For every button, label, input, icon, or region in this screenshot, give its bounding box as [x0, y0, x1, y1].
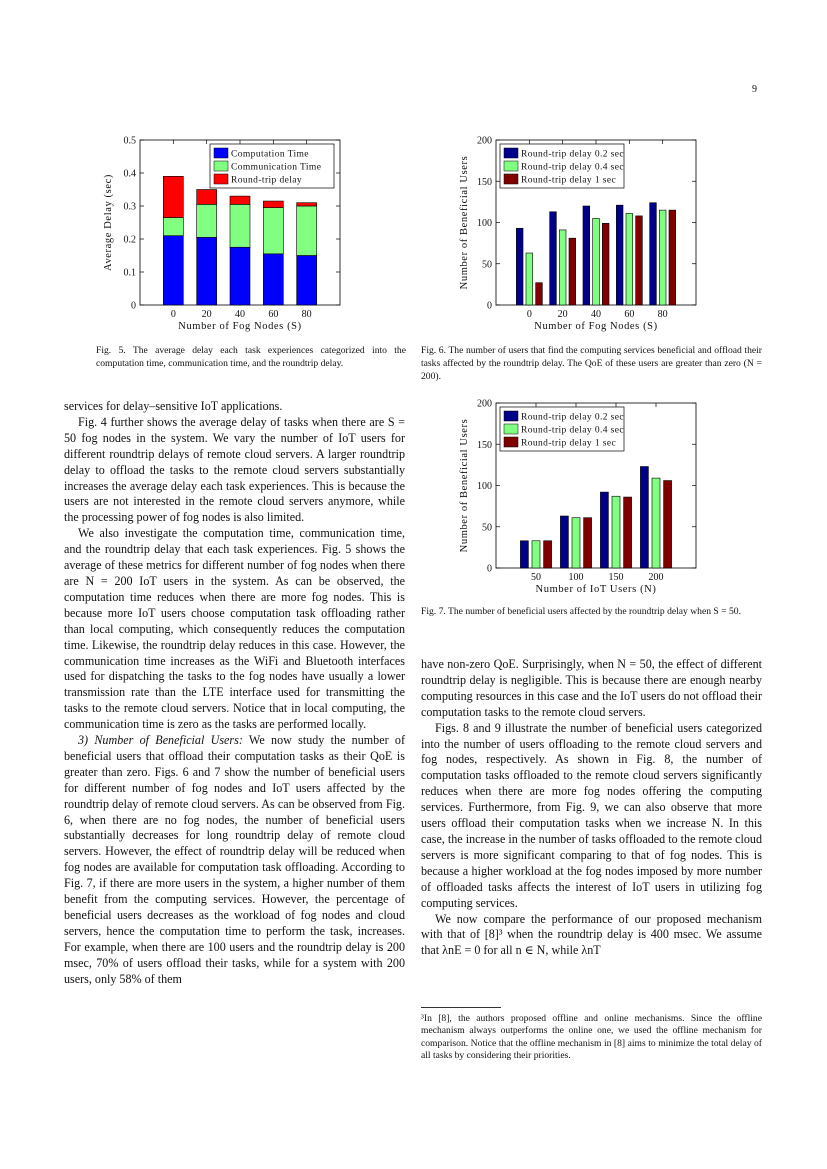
legend-label: Communication Time — [231, 162, 322, 173]
bar — [626, 213, 633, 305]
footnote-text: ³In [8], the authors proposed offline and online mechanisms. Since the offline mechanism always outperforms the online one, we used the offline mechanism for comparison. Notice that the offline mechanism in [8] aims to minimize the total delay of all tasks by considering their priorities. — [421, 1013, 762, 1062]
legend-swatch — [214, 161, 228, 171]
bar — [600, 492, 608, 568]
legend-label: Round-trip delay 0.2 sec — [521, 412, 624, 423]
x-tick-label: 150 — [608, 572, 624, 583]
y-tick-label: 0.4 — [123, 168, 136, 180]
y-tick-label: 200 — [477, 135, 492, 147]
bar-segment — [297, 206, 317, 256]
footnote — [421, 1013, 762, 1063]
bar-segment — [297, 203, 317, 206]
y-tick-label: 50 — [482, 522, 492, 534]
legend-swatch — [214, 148, 228, 158]
y-tick-label: 0 — [131, 300, 136, 312]
bar-segment — [163, 218, 183, 236]
bar — [602, 223, 609, 305]
bar — [650, 203, 657, 305]
bar — [652, 478, 660, 568]
right-column — [421, 657, 762, 959]
figure-5 — [96, 130, 356, 335]
figure-5-chart — [96, 130, 356, 335]
legend-swatch — [504, 174, 518, 184]
legend-swatch — [504, 424, 518, 434]
bar-segment — [163, 236, 183, 305]
y-tick-label: 150 — [477, 439, 492, 451]
figure-6-chart — [452, 130, 712, 335]
x-tick-label: 0 — [170, 309, 176, 320]
x-tick-label: 20 — [201, 309, 212, 320]
bar — [516, 228, 523, 305]
bar — [593, 218, 600, 305]
legend-swatch — [214, 174, 228, 184]
legend-label: Round-trip delay — [231, 175, 303, 186]
x-tick-label: 200 — [648, 572, 664, 583]
bar — [659, 210, 666, 305]
x-axis-label: Number of Fog Nodes (S) — [534, 321, 658, 332]
x-tick-label: 40 — [235, 309, 245, 320]
bar-segment — [297, 256, 317, 306]
x-tick-label: 60 — [268, 309, 279, 320]
bar — [669, 210, 676, 305]
bar — [572, 518, 580, 568]
y-tick-label: 0 — [487, 300, 492, 312]
bar — [559, 230, 566, 305]
legend-swatch — [504, 437, 518, 447]
x-tick-label: 40 — [591, 309, 601, 320]
y-tick-label: 150 — [477, 176, 492, 188]
y-axis-label: Number of Beneficial Users — [459, 155, 470, 290]
subsection-text: We now study the number of beneficial users that offload their computation tasks as their QoE is greater than zero. Figs. 6 and 7 show the number of beneficial users for different number of fog nodes and IoT users affected by the roundtrip delay of remote cloud servers. As can be observed from Fig. 6, when there are no fog nodes, the number of beneficial users substantially decreases for long roundtrip delay of remote cloud servers. However, the effect of roundtrip delay will be reduced when fog nodes are available for computation task offloading. According to Fig. 7, if there are more users in the system, a higher number of them benefit from the computing services. However, the percentage of beneficial users decreases as the workload of fog nodes and cloud servers, hence the computation time to perform the task, increases. For example, when there are 100 users and the roundtrip delay is 200 msec, 70% of users offload their tasks, while for a system with 200 users, only 58% of them — [64, 733, 405, 986]
y-axis-label: Number of Beneficial Users — [459, 418, 470, 553]
legend-swatch — [504, 161, 518, 171]
figure-6-caption: Fig. 6. The number of users that find the computing services beneficial and offload their tasks affected by the roundtrip delay. The QoE of these users are greater than zero (N = 200). — [421, 345, 762, 382]
bar — [612, 496, 620, 568]
bar-segment — [197, 237, 217, 305]
y-axis-label: Average Delay (sec) — [103, 174, 114, 271]
paragraph: have non-zero QoE. Surprisingly, when N = 50, the effect of different roundtrip delay is negligible. This is because there are enough nearby computing resources in this case and the IoT users do not offload their computation tasks to the remote cloud servers. — [421, 657, 762, 719]
legend-swatch — [504, 148, 518, 158]
legend-label: Round-trip delay 1 sec — [521, 175, 617, 186]
page-number: 9 — [752, 84, 757, 95]
paragraph: We now compare the performance of our proposed mechanism with that of [8]³ when the roundtrip delay is 400 msec. We assume that λnE = 0 for all n ∈ N, while λnT — [421, 911, 762, 958]
bar — [636, 216, 643, 305]
bar — [560, 516, 568, 568]
bar-segment — [197, 190, 217, 205]
y-tick-label: 100 — [477, 218, 492, 229]
bar-segment — [263, 254, 283, 305]
figure-5-caption: Fig. 5. The average delay each task experiences categorized into the computation time, communication time, and the roundtrip delay. — [96, 345, 406, 369]
y-tick-label: 100 — [477, 481, 492, 492]
bar — [532, 541, 540, 568]
figure-7-caption: Fig. 7. The number of beneficial users affected by the roundtrip delay when S = 50. — [421, 606, 741, 617]
y-tick-label: 0.1 — [123, 267, 136, 279]
paragraph: Figs. 8 and 9 illustrate the number of beneficial users categorized into the number of users offloading to the remote cloud servers and fog nodes, respectively. As shown in Fig. 8, the number of computation tasks offloaded to the remote cloud servers significantly reduces when there are more fog nodes offering the computing services. Furthermore, from Fig. 9, we can also observe that more users offload their computation tasks when we increase N. In this case, the increase in the number of tasks offloaded to the remote cloud servers is more significant comparing to that of fog nodes. This is because a higher workload at the fog nodes imposed by more number of offloaded tasks affects the interest of IoT users in utilizing fog computing services. — [421, 720, 762, 910]
footnote-rule — [421, 1007, 501, 1008]
bar-segment — [263, 201, 283, 208]
y-tick-label: 50 — [482, 259, 492, 271]
bar — [616, 205, 623, 305]
x-tick-label: 60 — [624, 309, 635, 320]
figure-7 — [452, 393, 712, 598]
figure-7-chart — [452, 393, 712, 598]
x-tick-label: 100 — [568, 572, 584, 583]
bar-segment — [197, 204, 217, 237]
bar — [583, 206, 590, 305]
x-tick-label: 20 — [557, 309, 568, 320]
x-tick-label: 50 — [531, 572, 541, 583]
legend-label: Computation Time — [231, 149, 309, 160]
subsection-heading: 3) Number of Beneficial Users: — [78, 733, 243, 748]
bar-segment — [230, 196, 250, 204]
x-axis-label: Number of Fog Nodes (S) — [178, 321, 302, 332]
bar — [664, 481, 672, 568]
bar-segment — [230, 247, 250, 305]
bar — [584, 518, 592, 568]
legend-swatch — [504, 411, 518, 421]
bar — [520, 541, 528, 568]
bar-segment — [163, 176, 183, 217]
bar — [624, 497, 632, 568]
y-tick-label: 0 — [487, 563, 492, 575]
legend-label: Round-trip delay 0.4 sec — [521, 162, 624, 173]
bar — [536, 283, 543, 305]
bar — [640, 467, 648, 568]
x-axis-label: Number of IoT Users (N) — [535, 584, 657, 595]
bar-segment — [230, 204, 250, 247]
x-tick-label: 80 — [301, 309, 312, 320]
left-column — [64, 399, 405, 988]
y-tick-label: 0.3 — [123, 201, 136, 213]
x-tick-label: 80 — [657, 309, 668, 320]
subsection-paragraph — [64, 733, 405, 988]
legend-label: Round-trip delay 1 sec — [521, 438, 617, 449]
paragraph: services for delay–sensitive IoT applications. — [64, 399, 283, 413]
bar-segment — [263, 208, 283, 254]
paragraph: Fig. 4 further shows the average delay of tasks when there are S = 50 fog nodes in the system. We vary the number of IoT users for different roundtrip delays of remote cloud servers. A larger roundtrip delay to offload the tasks to the remote cloud servers substantially increases the average delay each task experiences. This is because the users are not interested in the remote cloud servers anymore, while the processing power of fog nodes is also limited. — [64, 414, 405, 525]
legend-label: Round-trip delay 0.2 sec — [521, 149, 624, 160]
y-tick-label: 200 — [477, 398, 492, 410]
x-tick-label: 0 — [526, 309, 532, 320]
paragraph: We also investigate the computation time, communication time, and the roundtrip delay that each task experiences. Fig. 5 shows the average of these metrics for different number of fog nodes when there are N = 200 IoT users in the system. As can be observed, the computation time reduces when there are more fog nodes. This is because more IoT users choose computation task offloading rather than local computing, which consequently reduces the computation time. Likewise, the roundtrip delay reduces in this case. However, the communication time increases as the WiFi and Bluetooth interfaces used for dispatching the tasks to the fog nodes have usually a lower transmission rate than the LTE interface used for transmitting the tasks to the remote cloud servers. Notice that in local computing, the communication time is zero as the tasks are performed locally. — [64, 526, 405, 732]
bar — [569, 238, 576, 305]
y-tick-label: 0.5 — [123, 135, 136, 147]
legend-label: Round-trip delay 0.4 sec — [521, 425, 624, 436]
bar — [550, 212, 557, 305]
y-tick-label: 0.2 — [123, 234, 136, 246]
bar — [526, 253, 533, 305]
bar — [544, 541, 552, 568]
figure-6 — [452, 130, 712, 335]
